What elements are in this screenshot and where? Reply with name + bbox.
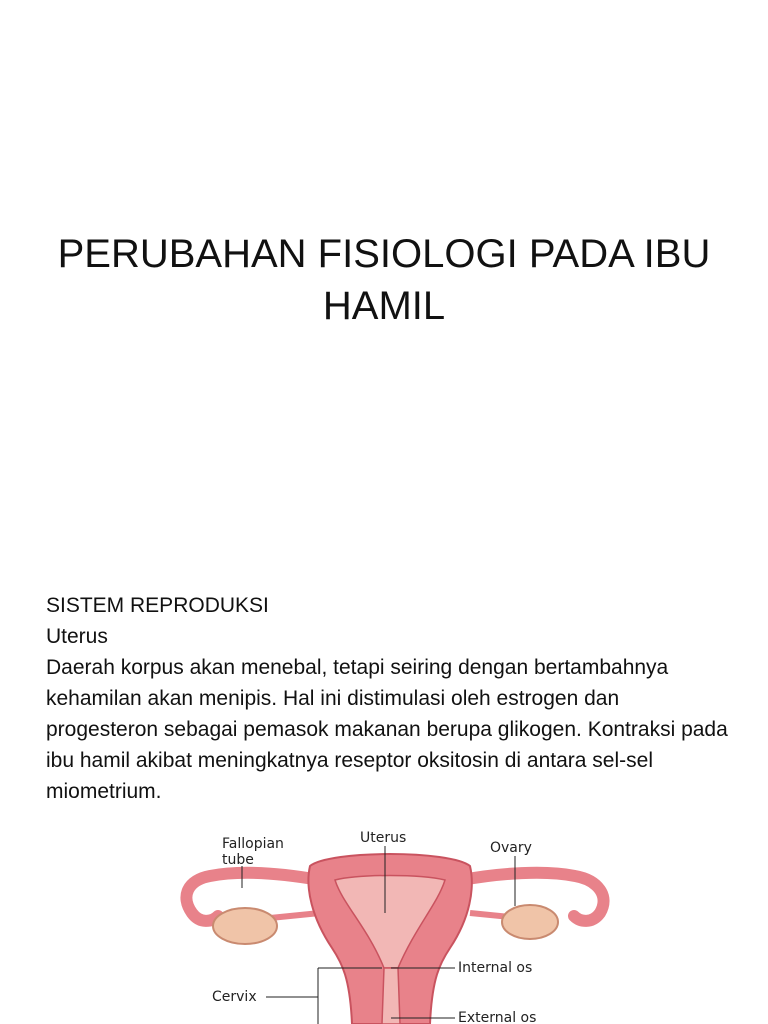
body-paragraph: Daerah korpus akan menebal, tetapi seiring dengan bertambahnya kehamilan akan menipis. Hal ini distimulasi oleh estrogen dan progesteron sebagai pemasok makanan berupa glikogen. Kontraksi pada ibu hamil akibat meningkatnya reseptor oksitosin di antara sel-sel miometrium. [46, 656, 728, 803]
right-ovary [502, 905, 558, 939]
label-cervix: Cervix [212, 989, 257, 1005]
left-ovarian-ligament [270, 913, 320, 918]
slide-content [46, 590, 736, 807]
slide-title: PERUBAHAN FISIOLOGI PADA IBU HAMIL [57, 232, 711, 328]
uterus-diagram [170, 818, 630, 1024]
label-internal-os: Internal os [458, 960, 533, 976]
cervical-canal [382, 968, 400, 1024]
label-fallopian-line1: Fallopian [222, 836, 284, 852]
left-ovary [213, 908, 277, 944]
uterus-illustration [170, 818, 630, 1024]
label-external-os: External os [458, 1010, 537, 1024]
label-ovary: Ovary [490, 840, 532, 856]
label-uterus: Uterus [360, 830, 407, 846]
label-fallopian-line2: tube [222, 852, 254, 868]
section-heading: SISTEM REPRODUKSI [46, 594, 269, 617]
subsection-heading: Uterus [46, 625, 108, 648]
